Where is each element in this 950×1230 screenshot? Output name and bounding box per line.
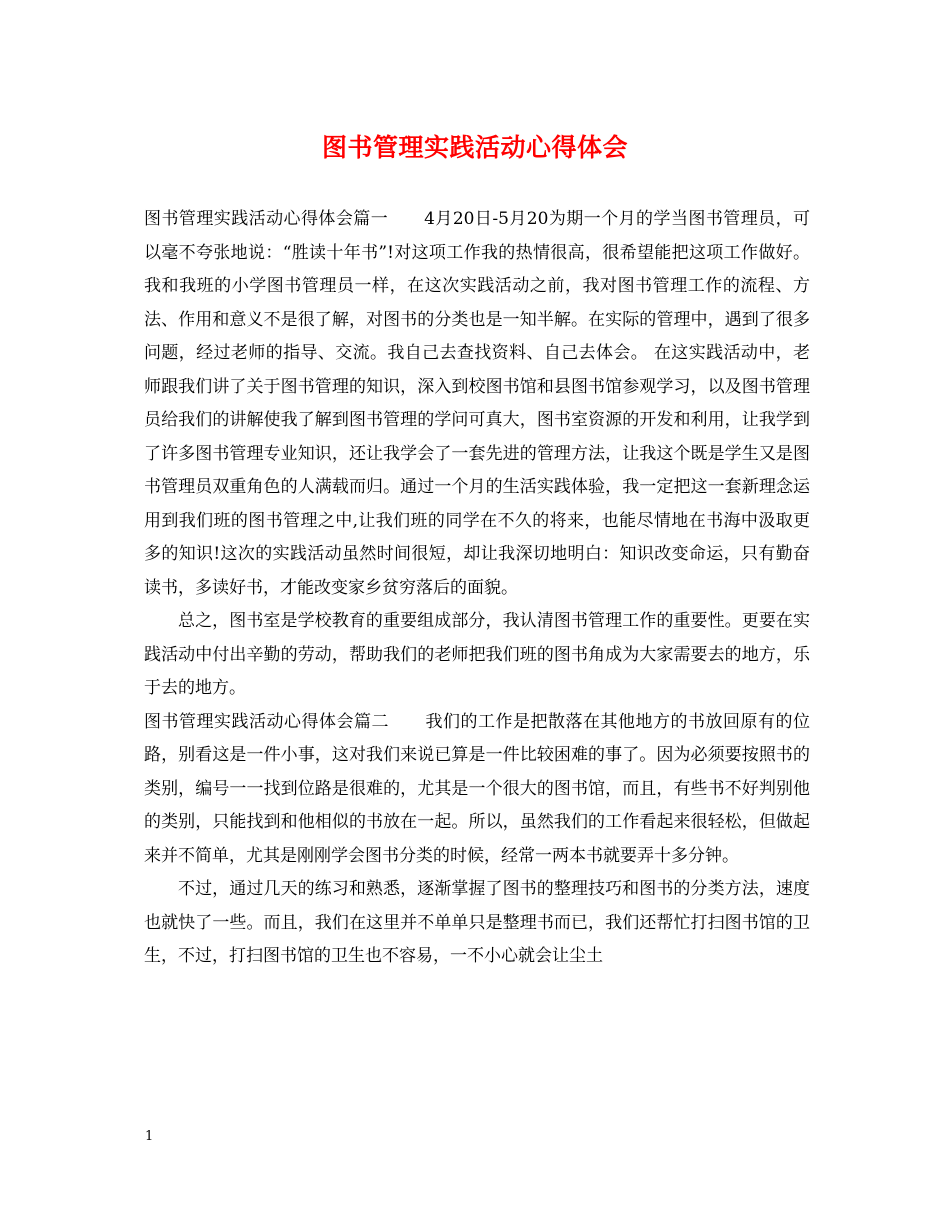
paragraph-2: 总之，图书室是学校教育的重要组成部分，我认清图书管理工作的重要性。更要在实践活动中付出辛勤的劳动，帮助我们的老师把我们班的图书角成为大家需要去的地方，乐于去的地方。 [144, 611, 810, 698]
page-title: 图书管理实践活动心得体会 [321, 133, 628, 162]
paragraph-1-text: 4月20日-5月20为期一个月的学当图书管理员，可以毫不夸张地说：“胜读十年书”!对这项工作我的热情很高，很希望能把这项工作做好。我和我班的小学图书管理员一样，在这次实践活动之前，我对图书管理工作的流程、方法、作用和意义不是很了解，对图书的分类也是一知半解。在实际的管理中，遇到了很多问题，经过老师的指导、交流。我自己去查找资料、自己去体会。 在这实践活动中，老师跟我们讲了关于图书管理的知识，深入到校图书馆和县图书馆参观学习，以及图书管理员给我们的讲解使我了解到图书管理的学问可真大，图书室资源的开发和利用，让我学到了许多图书管理专业知识，还让我学会了一套先进的管理方法，让我这个既是学生又是图书管理员双重角色的人满载而归。通过一个月的生活实践体验，我一定把这一套新理念运用到我们班的图书管理之中,让我们班的同学在不久的将来，也能尽情地在书海中汲取更多的知识!这次的实践活动虽然时间很短，却让我深切地明白：知识改变命运，只有勤奋读书，多读好书，才能改变家乡贫穷落后的面貌。 [144, 209, 811, 598]
paragraph-4: 不过，通过几天的练习和熟悉，逐渐掌握了图书的整理技巧和图书的分类方法，速度也就快了一些。而且，我们在这里并不单单只是整理书而已，我们还帮忙打扫图书馆的卫生，不过，打扫图书馆的卫生也不容易，一不小心就会让尘土 [144, 879, 810, 966]
paragraph-3 [144, 706, 810, 874]
paragraph-3-text: 我们的工作是把散落在其他地方的书放回原有的位路，别看这是一件小事，这对我们来说已算是一件比较困难的事了。因为必须要按照书的类别，编号一一找到位路是很难的，尤其是一个很大的图书馆，而且，有些书不好判别他的类别，只能找到和他相似的书放在一起。所以，虽然我们的工作看起来很轻松，但做起来并不简单，尤其是刚刚学会图书分类的时候，经常一两本书就要弄十多分钟。 [144, 711, 810, 866]
paragraph-1 [144, 203, 810, 605]
page-number: 1 [145, 1129, 154, 1144]
document-body [144, 203, 810, 974]
section-heading-2: 图书管理实践活动心得体会篇二 [144, 711, 389, 732]
section-heading-1: 图书管理实践活动心得体会篇一 [144, 209, 389, 229]
